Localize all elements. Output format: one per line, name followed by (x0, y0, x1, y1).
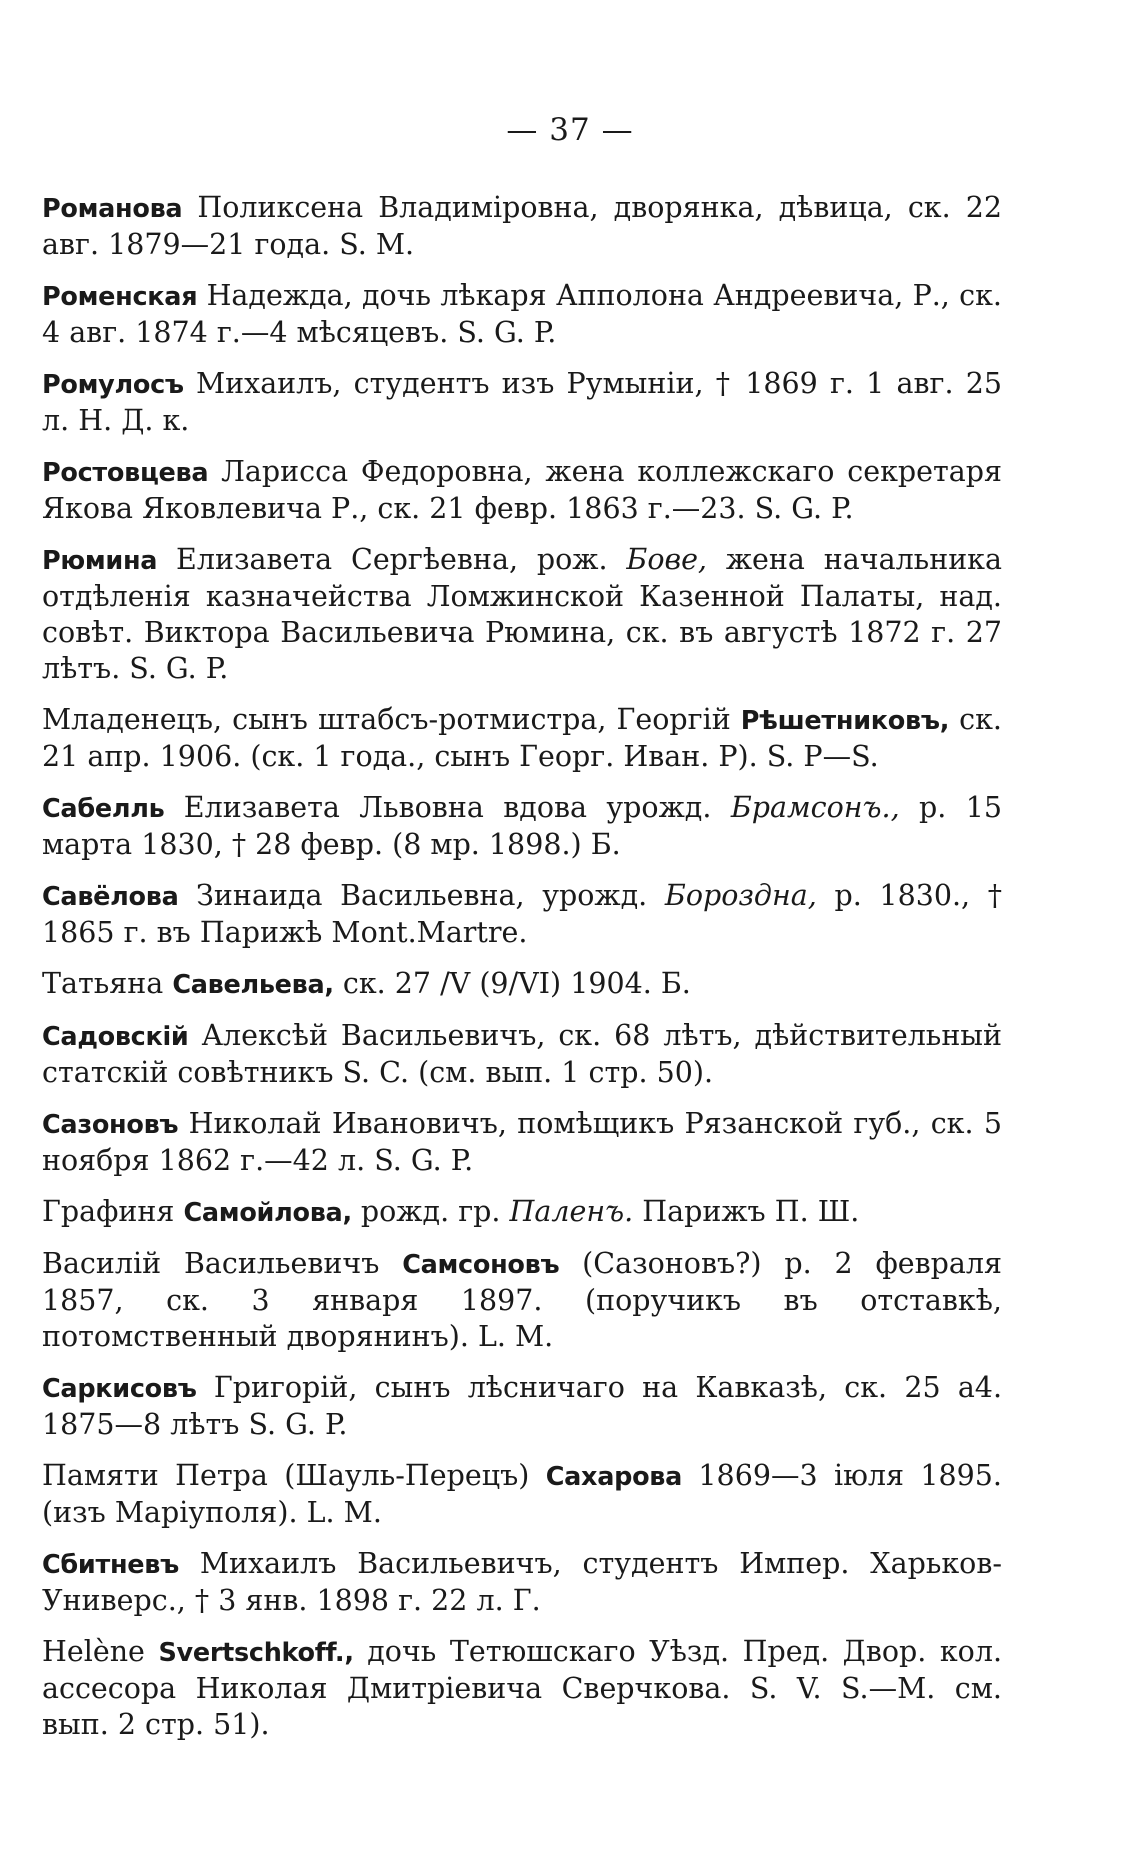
entry-text: Григорій, сынъ лѣсничаго на Кавказѣ, ск. 25 а4. 1875—8 лѣтъ S. G. P. (42, 1371, 1002, 1441)
list-item (42, 1018, 1002, 1091)
entry-surname: Саркисовъ (42, 1374, 197, 1404)
entry-surname: Рюмина (42, 546, 158, 576)
entry-list (42, 190, 1002, 1758)
entry-text-continued: Парижъ П. Ш. (633, 1195, 860, 1228)
entry-lead-text: Памяти Петра (Шауль-Перецъ) (42, 1459, 546, 1492)
entry-surname: Рѣшетниковъ, (740, 706, 950, 736)
list-item (42, 1194, 1002, 1231)
entry-text-continued: жена начальника отдѣленія казначейства Ломжинской Казенной Палаты, над. совѣт. Виктора Васильевича Рюмина, ск. въ августѣ 1872 г. 27 лѣтъ. S. G. P. (42, 543, 1002, 685)
entry-text: Зинаида Васильевна, урожд. (178, 879, 665, 912)
entry-text: (Сазоновъ?) р. 2 февраля 1857, ск. 3 января 1897. (поручикъ въ отставкѣ, потомственный дворянинъ). L. M. (42, 1247, 1003, 1353)
page-number: — 37 — (506, 112, 634, 148)
entry-lead-text: Helène (42, 1635, 159, 1668)
entry-lead-text: Младенецъ, сынъ штабсъ-ротмистра, Георгій (42, 703, 741, 736)
entry-lead-text: Графиня (42, 1195, 184, 1228)
list-item (42, 278, 1002, 351)
entry-surname: Романова (42, 194, 183, 224)
entry-maiden-name: Брамсонъ., (730, 791, 900, 824)
entry-surname: Ромулосъ (42, 370, 184, 400)
list-item (42, 790, 1002, 863)
entry-text: Михаилъ Васильевичъ, студентъ Импер. Харьков-Универс., † 3 янв. 1898 г. 22 л. Г. (42, 1547, 1002, 1617)
entry-surname: Самсоновъ (402, 1250, 560, 1280)
entry-surname: Сахарова (545, 1462, 683, 1492)
list-item (42, 454, 1002, 527)
list-item (42, 1546, 1002, 1619)
entry-text: дочь Тетюшскаго Уѣзд. Пред. Двор. кол. ассесора Николая Дмитріевича Сверчкова. S. V. S.—M. см. вып. 2 стр. 51). (42, 1635, 1003, 1741)
entry-surname: Svertschkoff., (158, 1638, 354, 1668)
entry-maiden-name: Паленъ. (509, 1195, 634, 1228)
entry-text-continued: р. 1830., † 1865 г. въ Парижѣ Mont.Martre. (42, 879, 1002, 949)
entry-text: Елизавета Сергѣевна, рож. (157, 543, 627, 576)
entry-text: Поликсена Владиміровна, дворянка, дѣвица, ск. 22 авг. 1879—21 года. S. M. (42, 191, 1002, 261)
entry-text: ск. 21 апр. 1906. (ск. 1 года., сынъ Георг. Иван. Р). S. P—S. (42, 703, 1002, 773)
list-item (42, 878, 1002, 951)
list-item (42, 966, 1002, 1003)
entry-surname: Савельева, (172, 970, 334, 1000)
entry-text: Николай Ивановичъ, помѣщикъ Рязанской губ., ск. 5 ноября 1862 г.—42 л. S. G. P. (42, 1107, 1002, 1177)
entry-surname: Самойлова, (183, 1198, 352, 1228)
list-item (42, 366, 1002, 439)
entry-maiden-name: Бороздна, (664, 879, 817, 912)
entry-text: Ларисса Федоровна, жена коллежскаго секретаря Якова Яковлевича Р., ск. 21 февр. 1863 г.—23. S. G. P. (42, 455, 1002, 525)
entry-surname: Сазоновъ (42, 1110, 179, 1140)
entry-surname: Савёлова (42, 882, 179, 912)
entry-text: ск. 27 /V (9/VI) 1904. Б. (333, 967, 691, 1000)
entry-maiden-name: Бове, (626, 543, 707, 576)
entry-text: Елизавета Львовна вдова урожд. (164, 791, 731, 824)
list-item (42, 190, 1002, 263)
entry-text: рожд. гр. (351, 1195, 510, 1228)
entry-surname: Сбитневъ (42, 1550, 179, 1580)
entry-text: Михаилъ, студентъ изъ Румыніи, † 1869 г. 1 авг. 25 л. Н. Д. к. (42, 367, 1002, 437)
entry-text-continued: р. 15 марта 1830, † 28 февр. (8 мр. 1898.) Б. (42, 791, 1002, 861)
list-item (42, 1246, 1002, 1355)
list-item (42, 1634, 1002, 1743)
entry-surname: Сабелль (42, 794, 165, 824)
entry-text: 1869—3 іюля 1895. (изъ Маріуполя). L. M. (42, 1459, 1002, 1529)
list-item (42, 702, 1002, 775)
entry-surname: Роменская (42, 282, 198, 312)
entry-lead-text: Татьяна (42, 967, 173, 1000)
entry-text: Алексѣй Васильевичъ, ск. 68 лѣтъ, дѣйствительный статскій совѣтникъ S. C. (см. вып. 1 стр. 50). (42, 1019, 1002, 1089)
list-item (42, 1458, 1002, 1531)
entry-text: Надежда, дочь лѣкаря Апполона Андреевича, Р., ск. 4 авг. 1874 г.—4 мѣсяцевъ. S. G. P. (42, 279, 1002, 349)
list-item (42, 1106, 1002, 1179)
entry-lead-text: Василій Васильевичъ (42, 1247, 403, 1280)
entry-surname: Ростовцева (42, 458, 209, 488)
list-item (42, 542, 1002, 687)
list-item (42, 1370, 1002, 1443)
entry-surname: Садовскій (42, 1022, 189, 1052)
